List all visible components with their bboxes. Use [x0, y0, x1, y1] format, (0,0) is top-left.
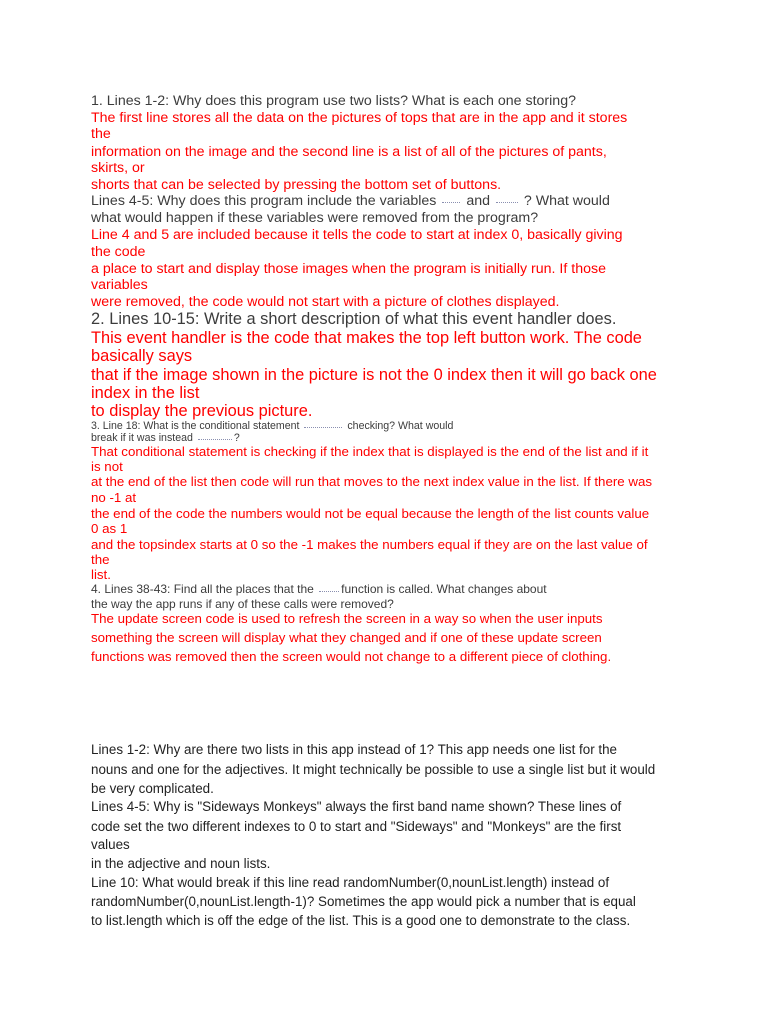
question-2-text: and	[466, 193, 490, 209]
variable-placeholder	[442, 199, 460, 203]
question-1: 1. Lines 1-2: Why does this program use two lists? What is each one storing?	[91, 93, 576, 109]
answer-3-line: that if the image shown in the picture is not the 0 index then it will go back one	[91, 366, 657, 384]
variable-placeholder	[496, 199, 518, 203]
answer-3-line: index in the list	[91, 384, 200, 402]
answer-1-line: information on the image and the second line is a list of all of the pictures of pants,	[91, 144, 607, 160]
answer-5-line: The update screen code is used to refresh the screen in a way so when the user inputs	[91, 611, 603, 626]
question-4-text: 3. Line 18: What is the conditional statement	[91, 420, 300, 432]
notes-line: to list.length which is off the edge of the list. This is a good one to demonstrate to the class.	[91, 913, 631, 928]
answer-4-line: is not	[91, 459, 123, 474]
answer-5-line: something the screen will display what they changed and if one of these update screen	[91, 630, 602, 645]
answer-4-line: 0 as 1	[91, 521, 128, 536]
answer-1-line: shorts that can be selected by pressing the bottom set of buttons.	[91, 177, 502, 193]
notes-line: be very complicated.	[91, 781, 214, 796]
question-5	[91, 582, 547, 596]
notes-line: values	[91, 837, 130, 852]
question-5-text: function is called. What changes about	[341, 582, 547, 596]
answer-1-line: The first line stores all the data on the pictures of tops that are in the app and it stores	[91, 110, 628, 126]
question-3: 2. Lines 10-15: Write a short description of what this event handler does.	[91, 310, 617, 328]
notes-line: Line 10: What would break if this line read randomNumber(0,nounList.length) instead of	[91, 875, 610, 890]
answer-1-line: skirts, or	[91, 160, 145, 176]
question-5-line: the way the app runs if any of these calls were removed?	[91, 597, 394, 611]
answer-2-line: variables	[91, 277, 148, 293]
notes-line: Lines 4-5: Why is "Sideways Monkeys" always the first band name shown? These lines of	[91, 799, 622, 814]
notes-line: Lines 1-2: Why are there two lists in this app instead of 1? This app needs one list for the	[91, 742, 618, 757]
answer-2-line: the code	[91, 244, 146, 260]
answer-4-line: the end of the code the numbers would not be equal because the length of the list counts value	[91, 506, 650, 521]
answer-3-line: This event handler is the code that makes the top left button work. The code	[91, 329, 642, 347]
answer-4-line: list.	[91, 567, 111, 582]
code-placeholder	[198, 436, 232, 440]
answer-3-line: to display the previous picture.	[91, 402, 313, 420]
notes-line: nouns and one for the adjectives. It might technically be possible to use a single list but it would	[91, 762, 656, 777]
question-2-text: ? What would	[523, 193, 610, 209]
question-4-text: checking? What would	[347, 420, 454, 432]
question-4	[91, 420, 453, 432]
answer-2-line: were removed, the code would not start with a picture of clothes displayed.	[91, 294, 560, 310]
answer-3-line: basically says	[91, 347, 193, 365]
notes-line: code set the two different indexes to 0 to start and "Sideways" and "Monkeys" are the first	[91, 819, 622, 834]
answer-2-line: a place to start and display those images when the program is initially run. If those	[91, 261, 606, 277]
answer-2-line: Line 4 and 5 are included because it tells the code to start at index 0, basically giving	[91, 227, 623, 243]
question-5-text: 4. Lines 38-43: Find all the places that the	[91, 582, 314, 596]
answer-4-line: at the end of the list then code will run that moves to the next index value in the list. If there was	[91, 474, 653, 489]
answer-4-line: That conditional statement is checking if the index that is displayed is the end of the list and if it	[91, 444, 649, 459]
function-placeholder	[319, 588, 339, 592]
code-placeholder	[304, 424, 342, 428]
question-4-text: break if it was instead	[91, 432, 193, 444]
answer-4-line: no -1 at	[91, 490, 137, 505]
notes-line: randomNumber(0,nounList.length-1)? Sometimes the app would pick a number that is equal	[91, 894, 636, 909]
question-2	[91, 193, 610, 209]
notes-line: in the adjective and noun lists.	[91, 856, 271, 871]
question-4-text: ?	[233, 432, 240, 444]
answer-4-line: the	[91, 552, 110, 567]
question-4-line	[91, 432, 240, 444]
answer-1-line: the	[91, 126, 111, 142]
question-2-line: what would happen if these variables were removed from the program?	[91, 210, 539, 226]
answer-4-line: and the topsindex starts at 0 so the -1 makes the numbers equal if they are on the last value of	[91, 537, 648, 552]
question-2-text: Lines 4-5: Why does this program include the variables	[91, 193, 437, 209]
answer-5-line: functions was removed then the screen would not change to a different piece of clothing.	[91, 649, 612, 664]
